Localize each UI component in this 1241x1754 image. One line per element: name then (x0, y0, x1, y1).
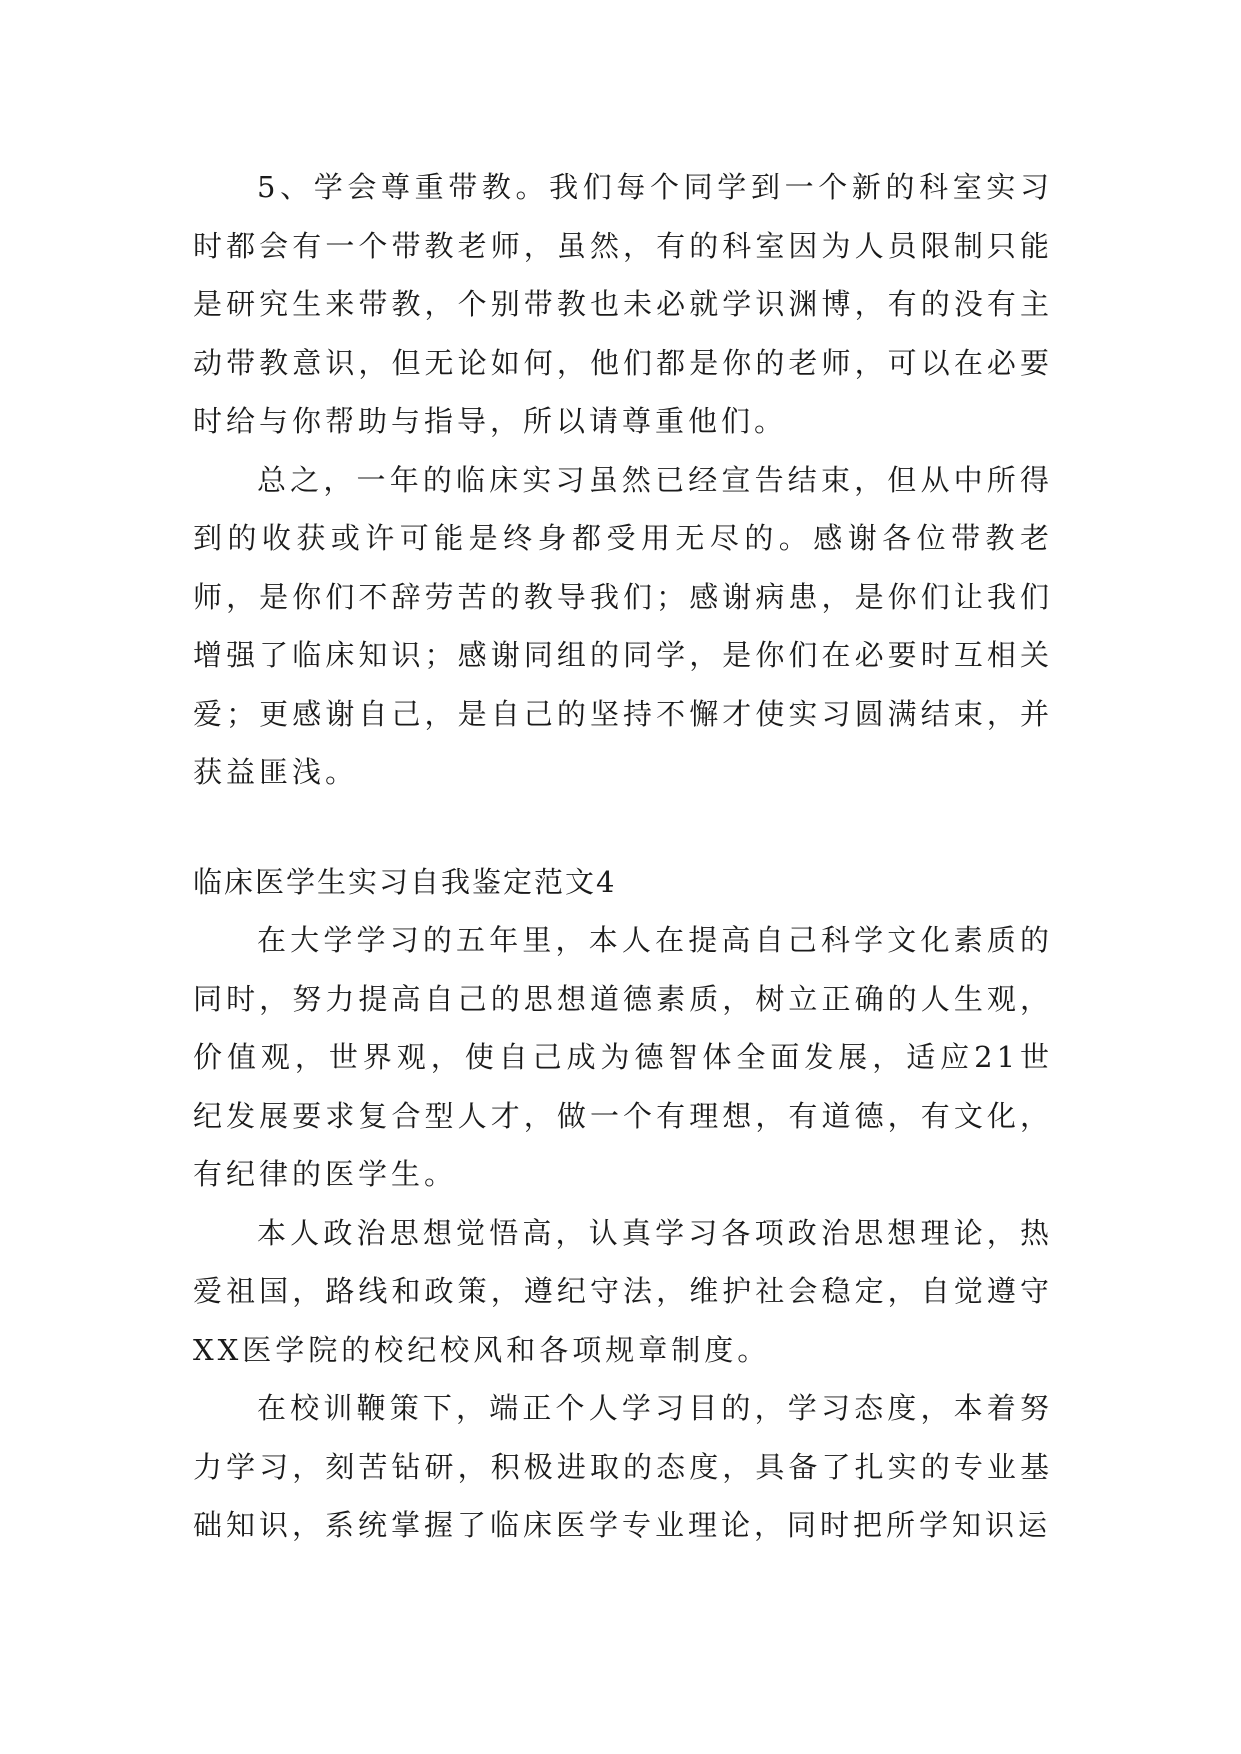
paragraph-political-thought: 本人政治思想觉悟高，认真学习各项政治思想理论，热爱祖国，路线和政策，遵纪守法，维护社会稳定，自觉遵守XX医学院的校纪校风和各项规章制度。 (193, 1215, 1053, 1367)
section-heading: 临床医学生实习自我鉴定范文4 (193, 864, 617, 899)
paragraph-university-years: 在大学学习的五年里，本人在提高自己科学文化素质的同时，努力提高自己的思想道德素质，树立正确的人生观，价值观，世界观，使自己成为德智体全面发展，适应21世纪发展要求复合型人才，做一个有理想，有道德，有文化，有纪律的医学生。 (193, 923, 1053, 1191)
paragraph-respect-teachers: 5、学会尊重带教。我们每个同学到一个新的科室实习时都会有一个带教老师，虽然，有的科室因为人员限制只能是研究生来带教，个别带教也未必就学识渊博，有的没有主动带教意识，但无论如何，他们都是你的老师，可以在必要时给与你帮助与指导，所以请尊重他们。 (193, 170, 1053, 438)
paragraph-study-attitude: 在校训鞭策下，端正个人学习目的，学习态度，本着努力学习，刻苦钻研，积极进取的态度，具备了扎实的专业基础知识，系统掌握了临床医学专业理论，同时把所学知识运 (193, 1391, 1053, 1542)
paragraph-conclusion: 总之，一年的临床实习虽然已经宣告结束，但从中所得到的收获或许可能是终身都受用无尽的。感谢各位带教老师，是你们不辞劳苦的教导我们；感谢病患，是你们让我们增强了临床知识；感谢同组的同学，是你们在必要时互相关爱；更感谢自己，是自己的坚持不懈才使实习圆满结束，并获益匪浅。 (193, 462, 1053, 789)
document-body (193, 158, 1053, 1555)
